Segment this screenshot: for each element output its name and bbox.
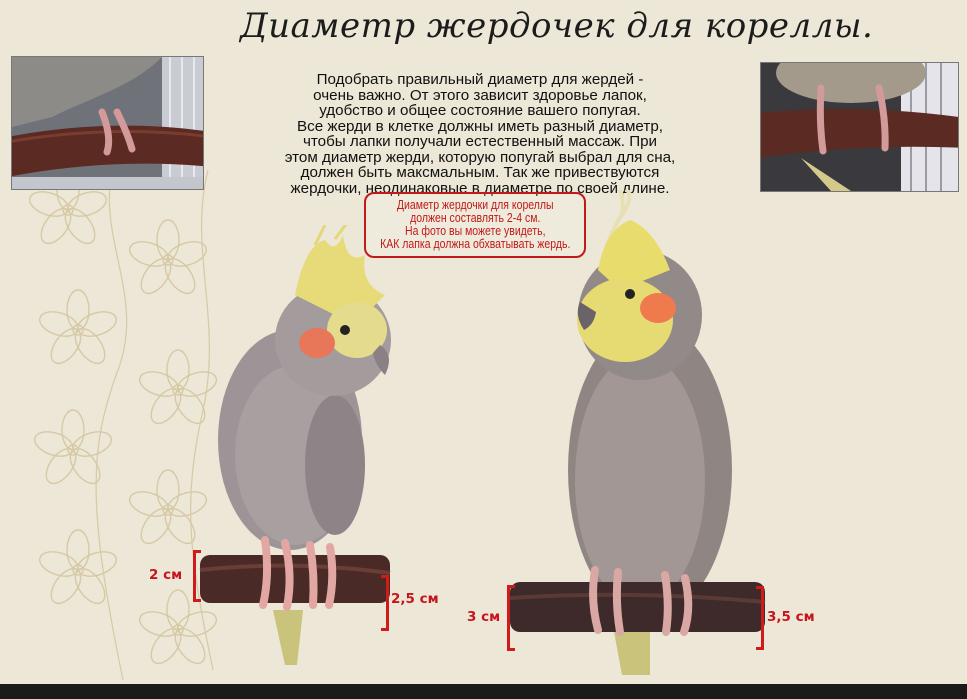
note-line: должен составлять 2-4 см. — [409, 211, 541, 225]
perch-length-label-left: 2,5 см — [391, 591, 439, 607]
perch-length-label-right: 3,5 см — [767, 609, 815, 625]
foot-on-perch-photo-left — [11, 56, 204, 190]
bottom-edge-bar — [0, 684, 967, 699]
intro-line: жердочки, неодинаковые в диаметре по своей длине. — [290, 179, 670, 197]
length-bracket-right — [756, 586, 764, 650]
intro-line: должен быть максмальным. Так же привествуются — [300, 164, 660, 181]
note-line: КАК лапка должна обхватывать жердь. — [379, 237, 571, 251]
page-title: Диаметр жердочек для кореллы. — [240, 6, 874, 46]
perch-height-label-left: 2 см — [149, 567, 183, 583]
intro-text — [220, 72, 740, 196]
note-line: На фото вы можете увидеть, — [404, 224, 546, 238]
note-line: Диаметр жердочки для кореллы — [396, 198, 554, 212]
cockatiel-right-illustration — [500, 190, 770, 680]
intro-line: удобство и общее состояние вашего попугая. — [319, 102, 641, 119]
height-bracket-left — [193, 550, 201, 602]
intro-line: чтобы лапки получали естественный массаж. При — [302, 133, 658, 150]
foot-on-perch-photo-right — [760, 62, 959, 192]
intro-line: Все жерди в клетке должны иметь разный диаметр, — [297, 117, 663, 135]
intro-line: очень важно. От этого зависит здоровье лапок, — [313, 86, 647, 104]
intro-line: Подобрать правильный диаметр для жердей - — [316, 71, 644, 88]
intro-line: этом диаметр жерди, которую попугай выбрал для сна, — [284, 148, 676, 166]
length-bracket-left — [381, 575, 389, 631]
perch-height-label-right: 3 см — [467, 609, 501, 625]
height-bracket-right — [507, 585, 515, 651]
